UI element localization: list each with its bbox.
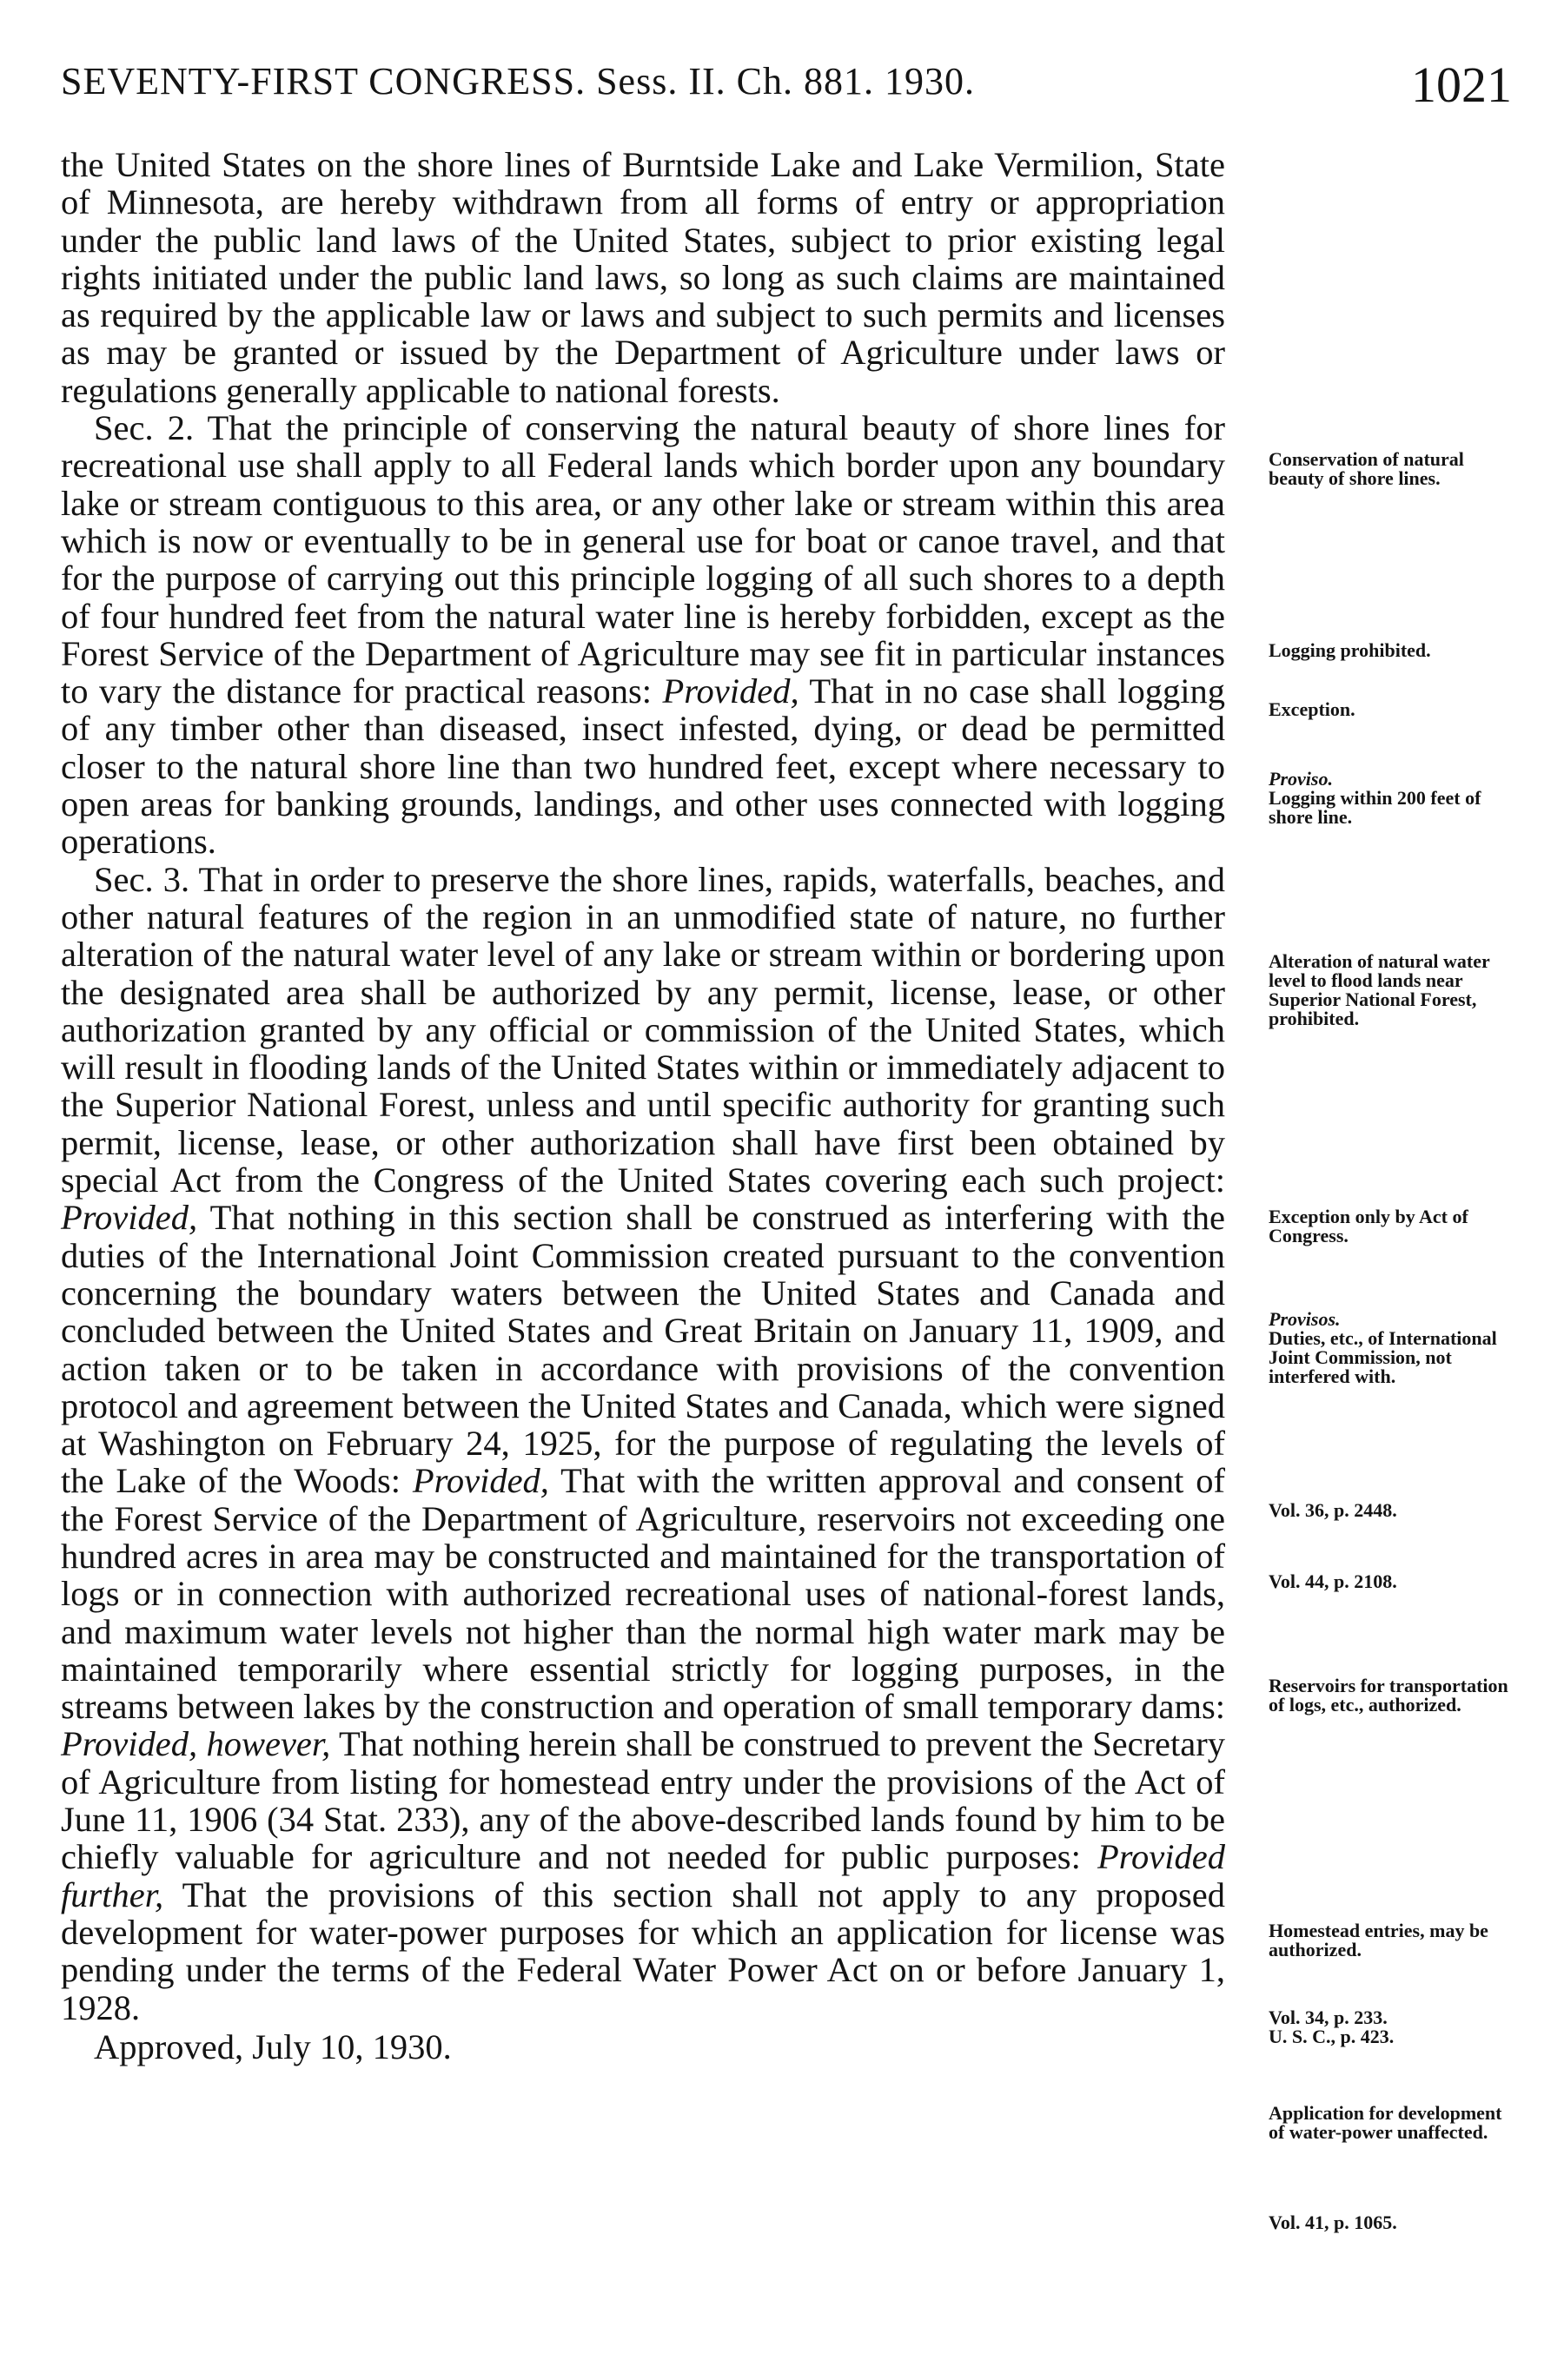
margin-note-homestead: Homestead entries, may be authorized. <box>1269 1920 1488 1960</box>
proviso-word: Provided, <box>412 1461 549 1501</box>
running-head: SEVENTY-FIRST CONGRESS. Sess. II. Ch. 881. 1930. <box>61 60 975 102</box>
margin-note-vol-34 <box>1269 2008 1512 2046</box>
margin-note-reservoirs: Reservoirs for transportation of logs, etc., authorized. <box>1269 1675 1508 1716</box>
margin-note-heading: Provisos. <box>1269 1308 1341 1330</box>
margin-note-conservation: Conservation of natural beauty of shore lines. <box>1269 448 1464 489</box>
margin-note-water-power: Application for development of water-power unaffected. <box>1269 2102 1502 2143</box>
text-run: Sec. 2. That the principle of conserving the natural beauty of shore lines for recreational use shall apply to all Federal lands which border upon any boundary lake or stream contiguous to this area, or any other lake or stream within this area which is now or eventually to be in general use for boat or canoe travel, and that for the purpose of carrying out this principle logging of all such shores to a depth of four hundred feet from the natural water line is hereby forbidden, except as the Forest Service of the Department of Agriculture may see fit in particular instances to vary the distance for practical reasons: <box>61 408 1225 711</box>
margin-note-vol-41: Vol. 41, p. 1065. <box>1269 2211 1397 2233</box>
margin-note-vol-36: Vol. 36, p. 2448. <box>1269 1499 1397 1521</box>
text-run: That nothing herein shall be construed to prevent the Secretary of Agriculture from listing for homestead entry under the provisions of the Act of June 11, 1906 (34 Stat. 233), any of the above-described lands found by him to be chiefly valuable for agriculture and not needed for public purposes: <box>61 1724 1225 1877</box>
margin-note-proviso-logging <box>1269 770 1512 827</box>
margin-note-heading: Proviso. <box>1269 768 1333 790</box>
text-run: Sec. 3. That in order to preserve the shore lines, rapids, waterfalls, beaches, and other natural features of the region in an unmodified state of nature, no further alteration of the natural water level of any lake or stream within or bordering upon the designated area shall be authorized by any permit, license, lease, or other authorization granted by any official or commission of the United States, which will result in flooding lands of the United States within or immediately adjacent to the Superior National Forest, unless and until specific authority for granting such permit, license, lease, or other authorization shall have first been obtained by special Act from the Congress of the United States covering each such project: <box>61 859 1225 1200</box>
approval-text: Approved, July 10, 1930. <box>94 2026 452 2066</box>
text-run: That the provisions of this section shall not apply to any proposed development for water-power purposes for which an application for license was pending under the terms of the Federal Water Power Act on or before January 1, 1928. <box>61 1874 1225 2027</box>
margin-note-act-of-congress: Exception only by Act of Congress. <box>1269 1206 1468 1246</box>
text-run: That with the written approval and consent of the Forest Service of the Department of Agriculture, reservoirs not exceeding one hundred acres in area may be constructed and maintained for the transportation of logs or in connection with authorized recreational uses of national-forest lands, and maximum water levels not higher than the normal high water mark may be maintained temporarily where essential strictly for logging purposes, in the streams between lakes by the construction and operation of small temporary dams: <box>61 1461 1225 1727</box>
section-2 <box>61 409 1225 861</box>
margin-note-logging-prohibited: Logging prohibited. <box>1269 639 1431 661</box>
proviso-word: Provided, <box>61 1198 198 1238</box>
margin-note-vol-44: Vol. 44, p. 2108. <box>1269 1570 1397 1592</box>
margin-note-provisos-commission <box>1269 1310 1512 1386</box>
paragraph-continuation <box>61 146 1225 409</box>
margin-note-water-level: Alteration of natural water level to flood lands near Superior National Forest, prohibited. <box>1269 950 1490 1029</box>
main-text <box>61 146 1225 2066</box>
text-run: That in no case shall logging of any timber other than diseased, insect infested, dying, or dead be permitted closer to the natural shore line than two hundred feet, except where necessary to open areas for banking grounds, landings, and other uses connected with logging operations. <box>61 671 1226 862</box>
margin-note-text: Duties, etc., of International Joint Commission, not interfered with. <box>1269 1327 1497 1387</box>
text-run: That nothing in this section shall be construed as interfering with the duties of the International Joint Commission created pursuant to the convention concerning the boundary waters between the United States and Canada and concluded between the United States and Great Britain on January 11, 1909, and action taken or to be taken in accordance with provisions of the convention protocol and agreement between the United States and Canada, which were signed at Washington on February 24, 1925, for the purpose of regulating the levels of the Lake of the Woods: <box>61 1198 1225 1501</box>
proviso-word: Provided, <box>662 671 799 711</box>
margin-note-citation: U. S. C., p. 423. <box>1269 2026 1395 2047</box>
margin-note-text: Logging within 200 feet of shore line. <box>1269 787 1481 828</box>
margin-note-citation: Vol. 34, p. 233. <box>1269 2006 1388 2028</box>
approval-line <box>61 2028 1225 2066</box>
page-header <box>61 43 1512 130</box>
proviso-word: Provided, however, <box>61 1724 331 1764</box>
section-3 <box>61 861 1225 2026</box>
margin-note-exception: Exception. <box>1269 698 1355 720</box>
proviso-word: Provided further, <box>61 1837 1225 1914</box>
text-run: the United States on the shore lines of Burntside Lake and Lake Vermilion, State of Minnesota, are hereby withdrawn from all forms of entry or appropriation under the public land laws of the United States, subject to prior existing legal rights initiated under the public land laws, so long as such claims are maintained as required by the applicable law or laws and subject to such permits and licenses as may be granted or issued by the Department of Agriculture under laws or regulations generally applicable to national forests. <box>61 145 1225 410</box>
page-number: 1021 <box>1411 56 1512 113</box>
